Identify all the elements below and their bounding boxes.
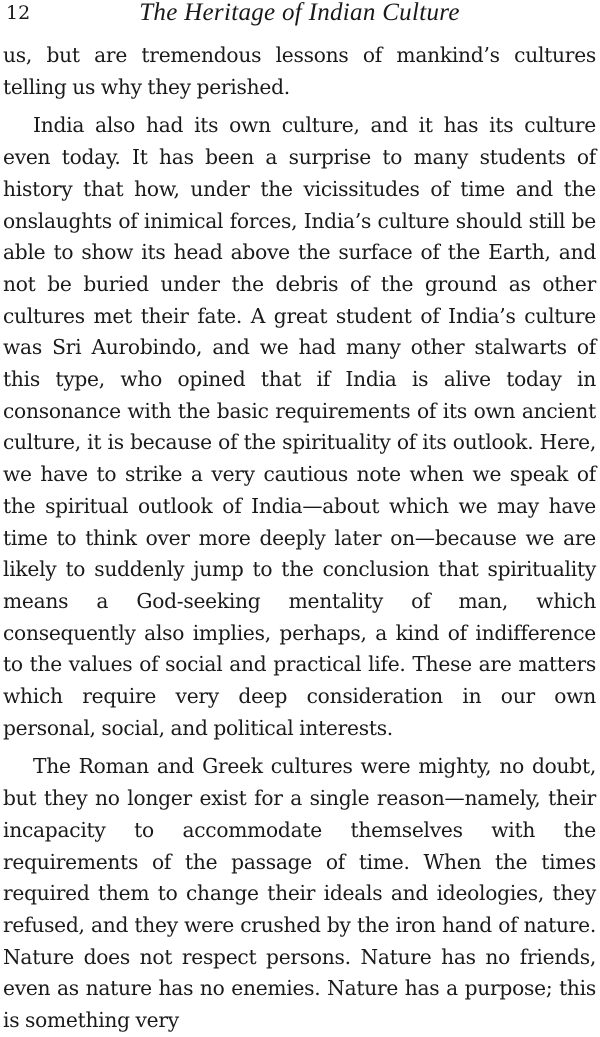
- page-number: 12: [6, 2, 31, 24]
- paragraph-roman-greek: The Roman and Greek cultures were mighty, no doubt, but they no longer exist for a single reason—namely, their incapacity to accommodate themselves with the requirements of the passage of time. When the times required them to change their ideals and ideologies, they refused, and they were crushed by the iron hand of nature. Nature does not respect persons. Nature has no friends, even as nature has no enemies. Nature has a purpose; this is something very: [3, 754, 596, 1033]
- paragraph-continued: us, but are tremendous lessons of mankind’s cultures telling us why they perished.: [3, 43, 596, 99]
- running-head: [3, 0, 596, 40]
- running-title: The Heritage of Indian Culture: [139, 0, 460, 26]
- paragraph-india-culture: India also had its own culture, and it has its culture even today. It has been a surprise to many students of history that how, under the vicissitudes of time and the onslaughts of inimical forces, India’s culture should still be able to show its head above the surface of the Earth, and not be buried under the debris of the ground as other cultures met their fate. A great student of India’s culture was Sri Aurobindo, and we had many other stalwarts of this type, who opined that if India is alive today in consonance with the basic requirements of its own ancient culture, it is because of the spirituality of its outlook. Here, we have to strike a very cautious note when we speak of the spiritual outlook of India—about which we may have time to think over more deeply later on—because we are likely to suddenly jump to the conclusion that spirituality means a God-seeking mentality of man, which consequently also implies, perhaps, a kind of indifference to the values of social and practical life. These are matters which require very deep consideration in our own personal, social, and political interests.: [3, 113, 596, 740]
- body-text: [3, 40, 596, 1037]
